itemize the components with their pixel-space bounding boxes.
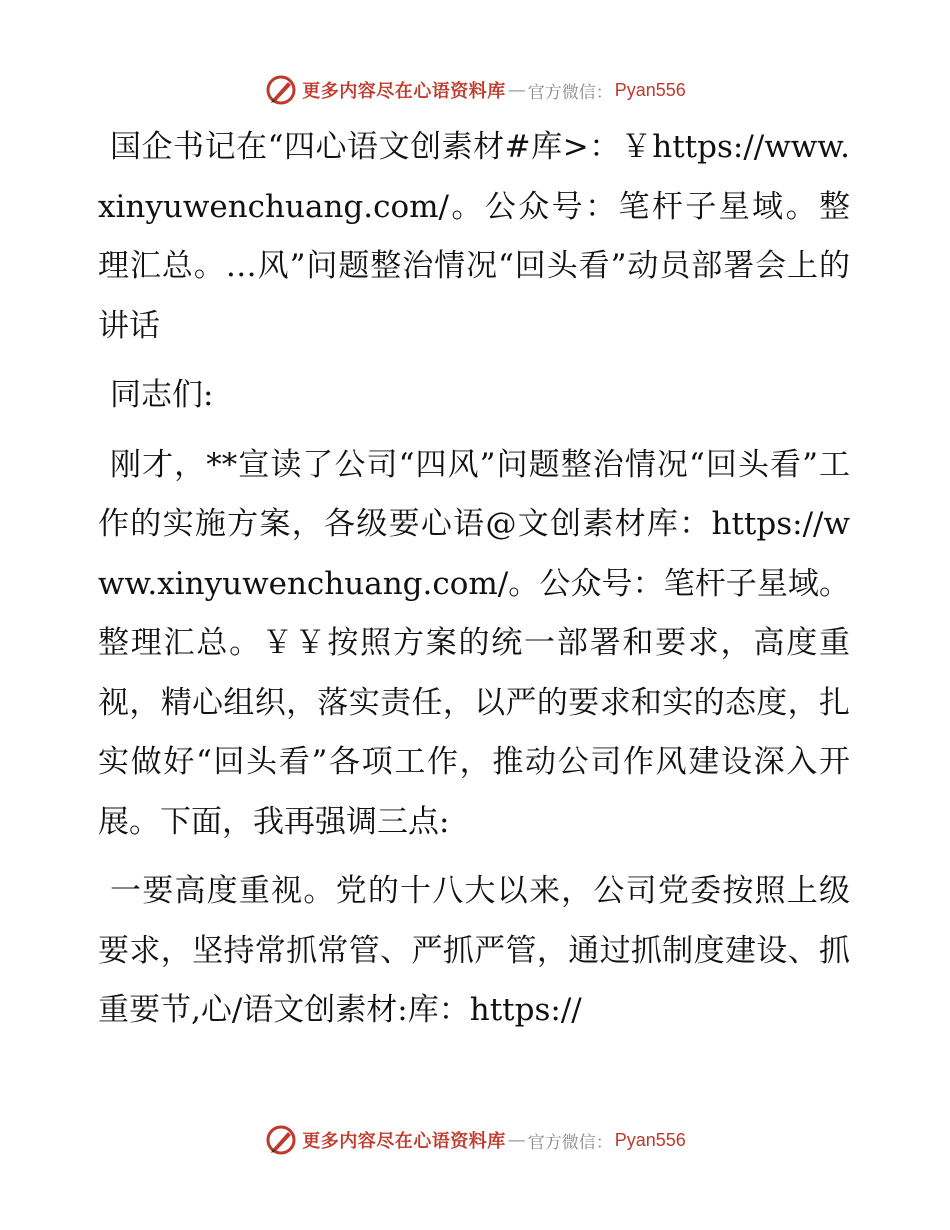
pen-logo-icon <box>264 73 298 107</box>
banner-wechat-label: 官方微信： <box>527 82 613 103</box>
document-body <box>98 118 850 1041</box>
banner-wechat-id: Pyan556 <box>614 79 686 100</box>
banner-separator: — <box>507 79 526 101</box>
paragraph-1: 刚才，**宣读了公司“四风”问题整治情况“回头看”工作的实施方案，各级要心语@文创素材库：https://www.xinyuwenchuang.com/。公众号：笔杆子星域。整理汇总。￥￥按照方案的统一部署和要求，高度重视，精心组织，落实责任，以严的要求和实的态度，扎实做好“回头看”各项工作，推动公司作风建设深入开展。下面，我再强调三点: <box>98 446 850 840</box>
paragraph-2: 一要高度重视。党的十八大以来，公司党委按照上级要求，坚持常抓常管、严抓严管，通过抓制度建设、抓重要节,心/语文创素材:库：https:// <box>98 873 850 1028</box>
salutation: 同志们: <box>110 377 214 413</box>
spacer <box>98 356 850 366</box>
header-banner <box>0 70 950 110</box>
banner-wechat-id: Pyan556 <box>614 1129 686 1150</box>
spacer <box>98 852 850 862</box>
banner-separator: — <box>507 1129 526 1151</box>
banner-site-text: 更多内容尽在心语资料库 <box>302 81 506 102</box>
footer-banner <box>0 1120 950 1160</box>
banner-wechat-label: 官方微信： <box>527 1132 613 1153</box>
document-title: 国企书记在“四心语文创素材#库>：￥https://www.xinyuwenchuang.com/。公众号：笔杆子星域。整理汇总。…风”问题整治情况“回头看”动员部署会上的讲话 <box>98 129 850 344</box>
pen-logo-icon <box>264 1123 298 1157</box>
spacer <box>98 426 850 436</box>
banner-site-text: 更多内容尽在心语资料库 <box>302 1131 506 1152</box>
